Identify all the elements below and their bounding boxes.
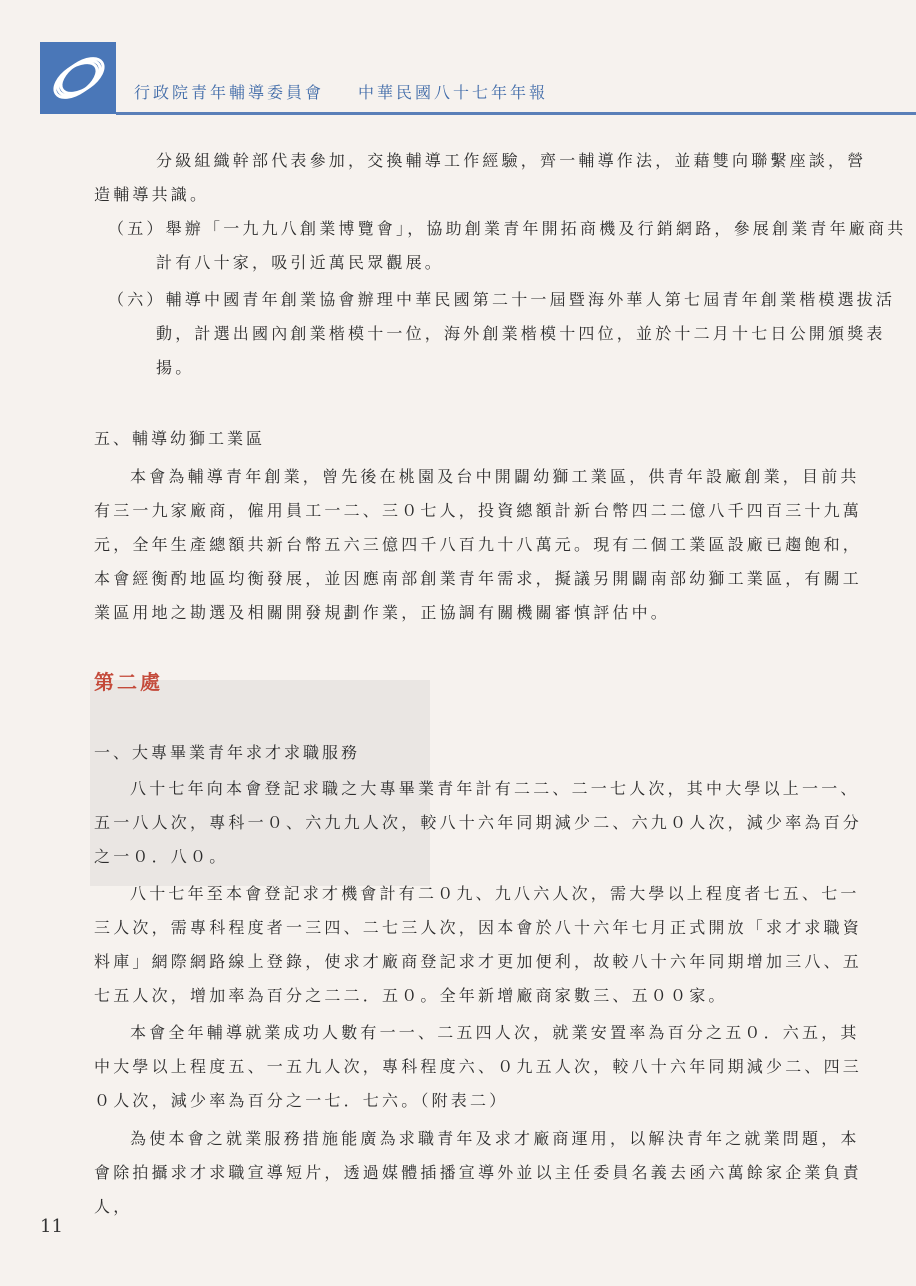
job-openings-paragraph: 八十七年至本會登記求才機會計有二０九、九八六人次，需大學以上程度者七五、七一三人次，需專科程度者一三四、二七三人次，因本會於八十六年七月正式開放「求才求職資料庫」網際網路線上登錄，使求才廠商登記求才更加便利，故較八十六年同期增加三八、五七五人次，增加率為百分之二二．五０。全年新增廠商家數三、五００家。	[94, 884, 863, 1005]
header-organization: 行政院青年輔導委員會	[134, 83, 325, 102]
section-five-heading: 五、輔導幼獅工業區	[94, 429, 266, 448]
header-report-title: 中華民國八十七年年報	[358, 83, 549, 102]
rings-logo-icon	[40, 42, 116, 114]
placement-paragraph: 本會全年輔導就業成功人數有一一、二五四人次，就業安置率為百分之五０．六五，其中大學以上程度五、一五九人次，專科程度六、０九五人次，較八十六年同期減少二、四三０人次，減少率為百分之一七．七六。（附表二）	[94, 1023, 863, 1110]
list-item-six: （六）輔導中國青年創業協會辦理中華民國第二十一屆暨海外華人第七屆青年創業楷模選拔活動，計選出國內創業楷模十一位，海外創業楷模十四位，並於十二月十七日公開頒獎表揚。	[108, 290, 896, 377]
list-item-five: （五）舉辦「一九九八創業博覽會」，協助創業青年開拓商機及行銷網路，參展創業青年廠商共計有八十家，吸引近萬民眾觀展。	[108, 219, 907, 272]
running-header	[134, 80, 548, 103]
header-rule	[116, 112, 916, 115]
paragraph-continuation: 分級組織幹部代表參加，交換輔導工作經驗，齊一輔導作法，並藉雙向聯繫座談，營造輔導共識。	[94, 151, 867, 204]
job-seekers-paragraph: 八十七年向本會登記求職之大專畢業青年計有二二、二一七人次，其中大學以上一一、五一八人次，專科一０、六九九人次，較八十六年同期減少二、六九０人次，減少率為百分之一０．八０。	[94, 779, 863, 866]
sub-heading-one: 一、大專畢業青年求才求職服務	[94, 743, 361, 762]
page-number: 11	[40, 1216, 63, 1237]
section-five-body: 本會為輔導青年創業，曾先後在桃園及台中開闢幼獅工業區，供青年設廠創業，目前共有三一九家廠商，僱用員工一二、三０七人，投資總額計新台幣四二二億八千四百三十九萬元，全年生產總額共新台幣五六三億四千八百九十八萬元。現有二個工業區設廠已趨飽和，本會經衡酌地區均衡發展，並因應南部創業青年需求，擬議另開闢南部幼獅工業區，有關工業區用地之勘選及相關開發規劃作業，正協調有關機關審慎評估中。	[94, 467, 863, 622]
section-title: 第二處	[94, 670, 163, 694]
promotion-paragraph: 為使本會之就業服務措施能廣為求職青年及求才廠商運用，以解決青年之就業問題，本會除拍攝求才求職宣導短片，透過媒體插播宣導外並以主任委員名義去函六萬餘家企業負責人，	[94, 1129, 863, 1216]
organization-logo	[40, 42, 116, 114]
